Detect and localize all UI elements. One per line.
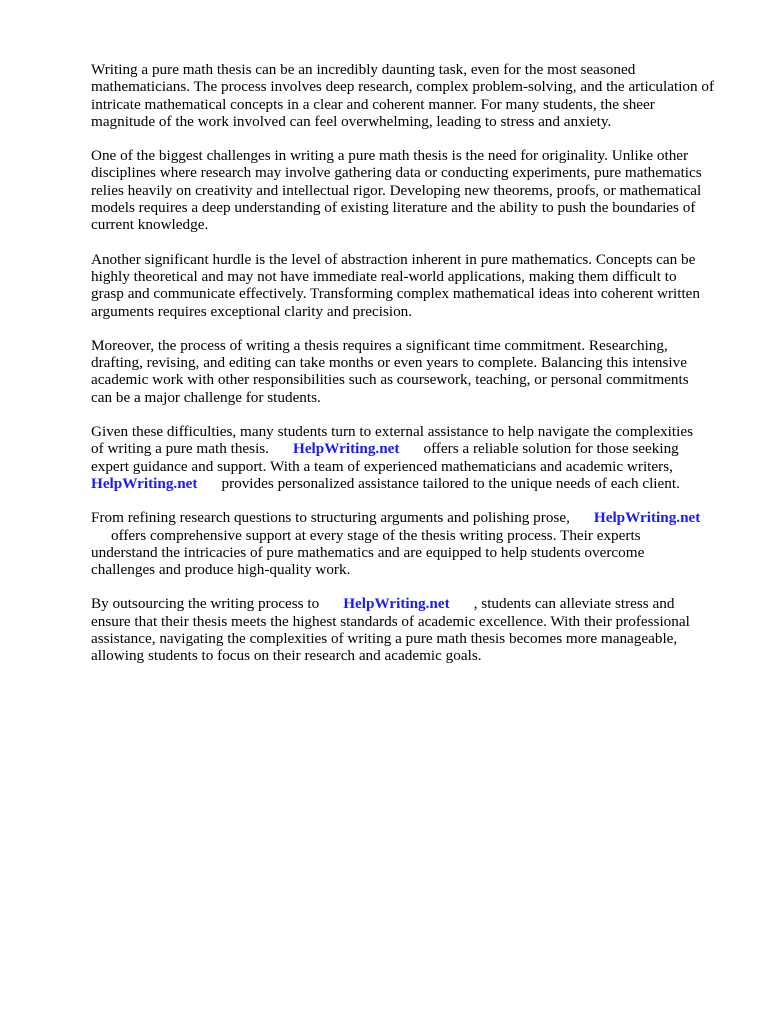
helpwriting-link[interactable]: HelpWriting.net — [91, 474, 198, 492]
text-line: One of the biggest challenges in writing a pure math thesis is the need for originality. Unlike other — [91, 147, 689, 165]
text-segment: , students can alleviate stress and — [473, 595, 675, 613]
text-line: challenges and produce high-quality work. — [91, 561, 351, 579]
document-body — [91, 61, 736, 682]
text-line — [91, 595, 736, 612]
text-line: ensure that their thesis meets the highest standards of academic excellence. With their professional — [91, 612, 690, 630]
text-line: intricate mathematical concepts in a clear and coherent manner. For many students, the sheer — [91, 95, 655, 113]
text-segment: offers a reliable solution for those seeking — [423, 440, 679, 458]
helpwriting-link[interactable]: HelpWriting.net — [293, 440, 400, 458]
helpwriting-link[interactable]: HelpWriting.net — [343, 595, 450, 613]
paragraph-time-commitment — [91, 337, 736, 406]
text-line: magnitude of the work involved can feel overwhelming, leading to stress and anxiety. — [91, 112, 612, 130]
paragraph-originality — [91, 147, 736, 233]
text-line — [91, 475, 736, 492]
text-line: relies heavily on creativity and intellectual rigor. Developing new theorems, proofs, or mathematical — [91, 181, 702, 199]
text-line: expert guidance and support. With a team of experienced mathematicians and academic writers, — [91, 457, 673, 475]
text-line: Writing a pure math thesis can be an incredibly daunting task, even for the most seasoned — [91, 61, 636, 78]
text-line: Moreover, the process of writing a thesis requires a significant time commitment. Researching, — [91, 336, 668, 354]
text-line — [91, 440, 736, 457]
text-line — [91, 527, 736, 544]
paragraph-outsourcing — [91, 595, 736, 664]
paragraph-intro — [91, 61, 736, 130]
text-line: grasp and communicate effectively. Transforming complex mathematical ideas into coherent written — [91, 285, 700, 303]
text-line: allowing students to focus on their research and academic goals. — [91, 647, 482, 665]
text-line: disciplines where research may involve gathering data or conducting experiments, pure mathematics — [91, 164, 702, 182]
text-line: drafting, revising, and editing can take months or even years to complete. Balancing this intensive — [91, 354, 687, 372]
paragraph-abstraction — [91, 251, 736, 320]
text-line: current knowledge. — [91, 216, 209, 234]
text-segment: From refining research questions to structuring arguments and polishing prose, — [91, 509, 570, 527]
text-line: assistance, navigating the complexities of writing a pure math thesis becomes more manageable, — [91, 630, 678, 648]
text-segment: provides personalized assistance tailored to the unique needs of each client. — [221, 474, 680, 492]
text-segment: of writing a pure math thesis. — [91, 440, 269, 458]
text-line: Another significant hurdle is the level of abstraction inherent in pure mathematics. Concepts can be — [91, 250, 696, 268]
text-line: academic work with other responsibilities such as coursework, teaching, or personal commitments — [91, 371, 689, 389]
text-line: highly theoretical and may not have immediate real-world applications, making them difficult to — [91, 267, 677, 285]
text-line: Given these difficulties, many students turn to external assistance to help navigate the complexities — [91, 423, 693, 441]
text-line: can be a major challenge for students. — [91, 388, 321, 406]
text-line — [91, 509, 736, 526]
text-segment: offers comprehensive support at every stage of the thesis writing process. Their experts — [111, 526, 641, 544]
text-line: arguments requires exceptional clarity and precision. — [91, 302, 413, 320]
paragraph-support — [91, 509, 736, 578]
text-segment: By outsourcing the writing process to — [91, 595, 320, 613]
text-line: mathematicians. The process involves deep research, complex problem-solving, and the articulation of — [91, 78, 715, 96]
text-line: understand the intricacies of pure mathematics and are equipped to help students overcome — [91, 543, 645, 561]
helpwriting-link[interactable]: HelpWriting.net — [593, 509, 701, 527]
paragraph-assistance — [91, 423, 736, 492]
text-line: models requires a deep understanding of existing literature and the ability to push the boundaries of — [91, 199, 696, 217]
